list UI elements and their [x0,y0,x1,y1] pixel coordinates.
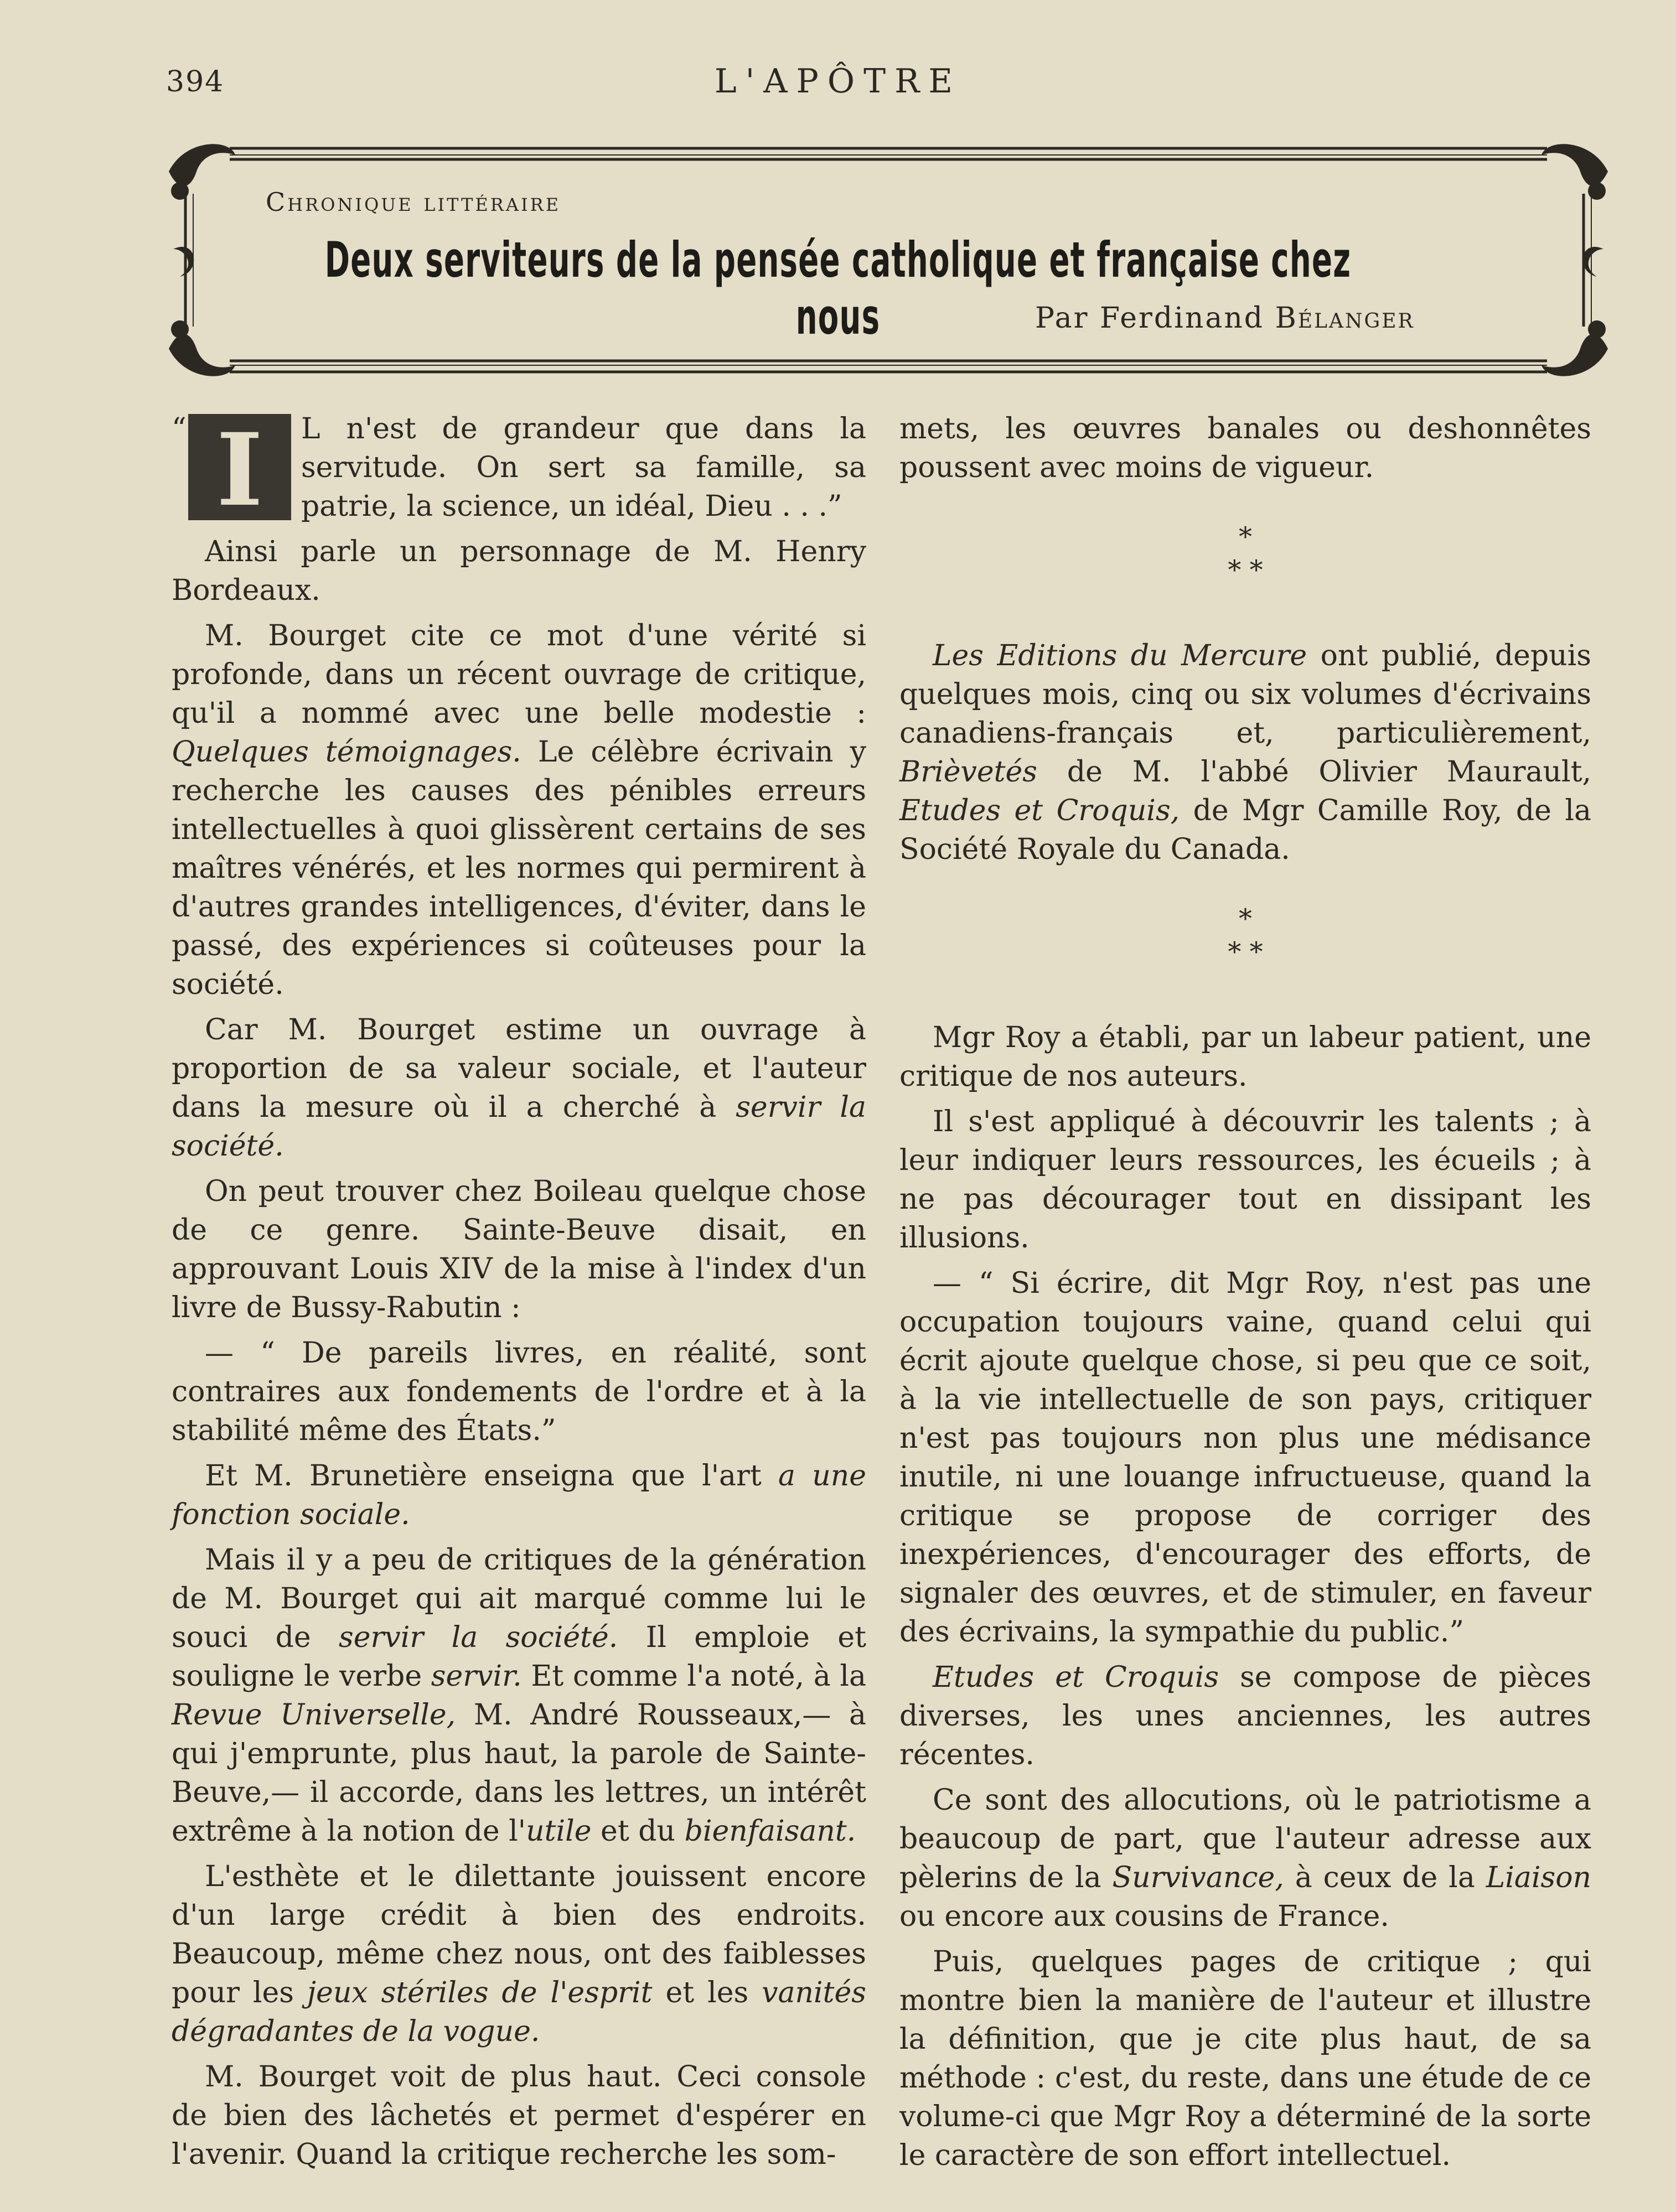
drop-cap: I [188,414,291,520]
paragraph-r7 [899,1781,1591,1936]
italic-run: Etudes et Croquis [933,1661,1219,1694]
text-run: Ce sont des allocutions, où le patriotisme a beaucoup de part, que l'auteur adresse aux pèlerins de la [899,1784,1591,1894]
text-run: Il emploie et souligne le verbe [172,1621,866,1693]
text-run: Le célèbre écrivain y recherche les causes des pénibles erreurs intellectuelles à quoi glissèrent certains de ses maîtres vénérés, et les normes qui permirent à d'autres grandes intelligences, d'éviter, dans le passé, des expériences si coûteuses pour la société. [172,735,866,1001]
italic-run: Liaison [1486,1861,1591,1894]
section-label: Chronique littéraire [266,187,561,217]
byline-prefix: Par Ferdinand [1035,302,1275,335]
text-run: ou encore aux cousins de France. [899,1900,1389,1933]
italic-run: jeux stériles de l'esprit [307,1976,653,2009]
paragraph-10: M. Bourget voit de plus haut. Ceci console de bien des lâchetés et permet d'espérer en l'avenir. Quand la critique recherche les som- [172,2060,866,2171]
text-run: Car M. Bourget estime un ouvrage à proportion de sa valeur sociale, et l'auteur dans la mesure où il a cherché à [172,1013,866,1124]
page-number: 394 [166,65,225,99]
paragraph-7 [172,1457,866,1534]
paragraph-1-text: L n'est de grandeur que dans la servitude. On sert sa famille, sa patrie, la science, un idéal, Dieu . . .” [301,412,866,523]
section-separator-1 [899,520,1591,587]
italic-run: utile [526,1815,592,1848]
asterisk-bottom: * * [1228,555,1263,586]
asterisk-top: * [1239,903,1252,934]
text-run: et les [652,1976,762,2009]
paragraph-3 [172,617,866,1004]
italic-run: Revue Universelle, [172,1698,456,1732]
text-run: se compose de pièces diverses, les unes anciennes, les autres récentes. [899,1661,1591,1771]
asterisk-top: * [1239,521,1252,552]
running-title: L'APÔTRE [714,62,962,101]
paragraph-8 [172,1541,866,1851]
asterisk-bottom: * * [1228,936,1263,967]
text-run: Mais il y a peu de critiques de la génération de M. Bourget qui ait marqué comme lui le souci de [172,1543,866,1654]
italic-run: Etudes et Croquis, [899,794,1180,827]
opening-quote: “ [172,412,187,445]
article-title: Deux serviteurs de la pensée catholique et française chez nous [324,231,1352,345]
italic-run: servir la société. [172,1091,866,1163]
text-run: Et M. Brunetière enseigna que l'art [205,1459,779,1493]
left-column [172,410,866,2180]
text-run: M. Bourget cite ce mot d'une vérité si profonde, dans un récent ouvrage de critique, qu'il a nommé avec une belle modestie : [172,619,866,730]
paragraph-2: Ainsi parle un personnage de M. Henry Bordeaux. [172,535,866,607]
italic-run: Brièvetés [899,755,1037,789]
italic-run: Les Editions du Mercure [933,639,1307,672]
paragraph-r6 [899,1658,1591,1774]
byline [1035,302,1415,335]
text-run: L'esthète et le dilettante jouissent encore d'un large crédit à bien des endroits. Beaucoup, même chez nous, ont des faiblesses pour les [172,1860,866,2009]
paragraph-6: — “ De pareils livres, en réalité, sont contraires aux fondements de l'ordre et à la stabilité même des États.” [172,1336,866,1447]
paragraph-9 [172,1857,866,2051]
paragraph-4 [172,1011,866,1165]
italic-run: vanités dégradantes de la vogue. [172,1976,866,2048]
italic-run: a une fonction sociale. [172,1459,866,1531]
text-run: ont publié, depuis quelques mois, cinq ou six volumes d'écrivains canadiens-français et, particulièrement, [899,639,1591,750]
right-column [899,410,1591,2182]
text-run: et du [591,1815,685,1848]
paragraph-r8: Puis, quelques pages de critique ; qui montre bien la manière de l'auteur et illustre la définition, que je cite plus haut, de sa méthode : c'est, du reste, dans une étude de ce volume-ci que Mgr Roy a déterminé de la sorte le caractère de son effort intellectuel. [899,1945,1591,2172]
paragraph-r1: mets, les œuvres banales ou deshonnêtes poussent avec moins de vigueur. [899,412,1591,484]
paragraph-r4: Il s'est appliqué à découvrir les talents ; à leur indiquer leurs ressources, les écueils ; à ne pas décourager tout en dissipant les illusions. [899,1105,1591,1255]
text-run: de M. l'abbé Olivier Maurault, [1037,755,1591,789]
section-separator-2 [899,902,1591,968]
text-run: Et comme l'a noté, à la [521,1660,866,1693]
text-run: M. André Rousseaux,— à qui j'emprunte, plus haut, la parole de Sainte-Beuve,— il accorde, dans les lettres, un intérêt extrême à la notion de l' [172,1698,866,1848]
text-run: à ceux de la [1284,1861,1486,1894]
paragraph-1 [172,410,866,529]
paragraph-r3: Mgr Roy a établi, par un labeur patient, une critique de nos auteurs. [899,1021,1591,1093]
paragraph-5: On peut trouver chez Boileau quelque chose de ce genre. Sainte-Beuve disait, en approuvant Louis XIV de la mise à l'index d'un livre de Bussy-Rabutin : [172,1175,866,1324]
byline-author: Bélanger [1275,302,1415,335]
italic-run: Quelques témoignages. [172,735,521,769]
paragraph-r5: — “ Si écrire, dit Mgr Roy, n'est pas une occupation toujours vaine, quand celui qui écrit ajoute quelque chose, si peu que ce soit, à la vie intellectuelle de son pays, critiquer n'est pas toujours non plus une médisance inutile, ni une louange infructueuse, quand la critique se propose de corriger des inexpériences, d'encourager des efforts, de signaler des œuvres, et de stimuler, en faveur des écrivains, la sympathie du public.” [899,1267,1591,1649]
italic-run: Survivance, [1112,1861,1284,1894]
italic-run: servir. [431,1660,522,1693]
italic-run: bienfaisant. [684,1815,856,1848]
text-run: de Mgr Camille Roy, de la Société Royale du Canada. [899,794,1591,866]
paragraph-r2 [899,636,1591,869]
italic-run: servir la société. [339,1621,618,1654]
